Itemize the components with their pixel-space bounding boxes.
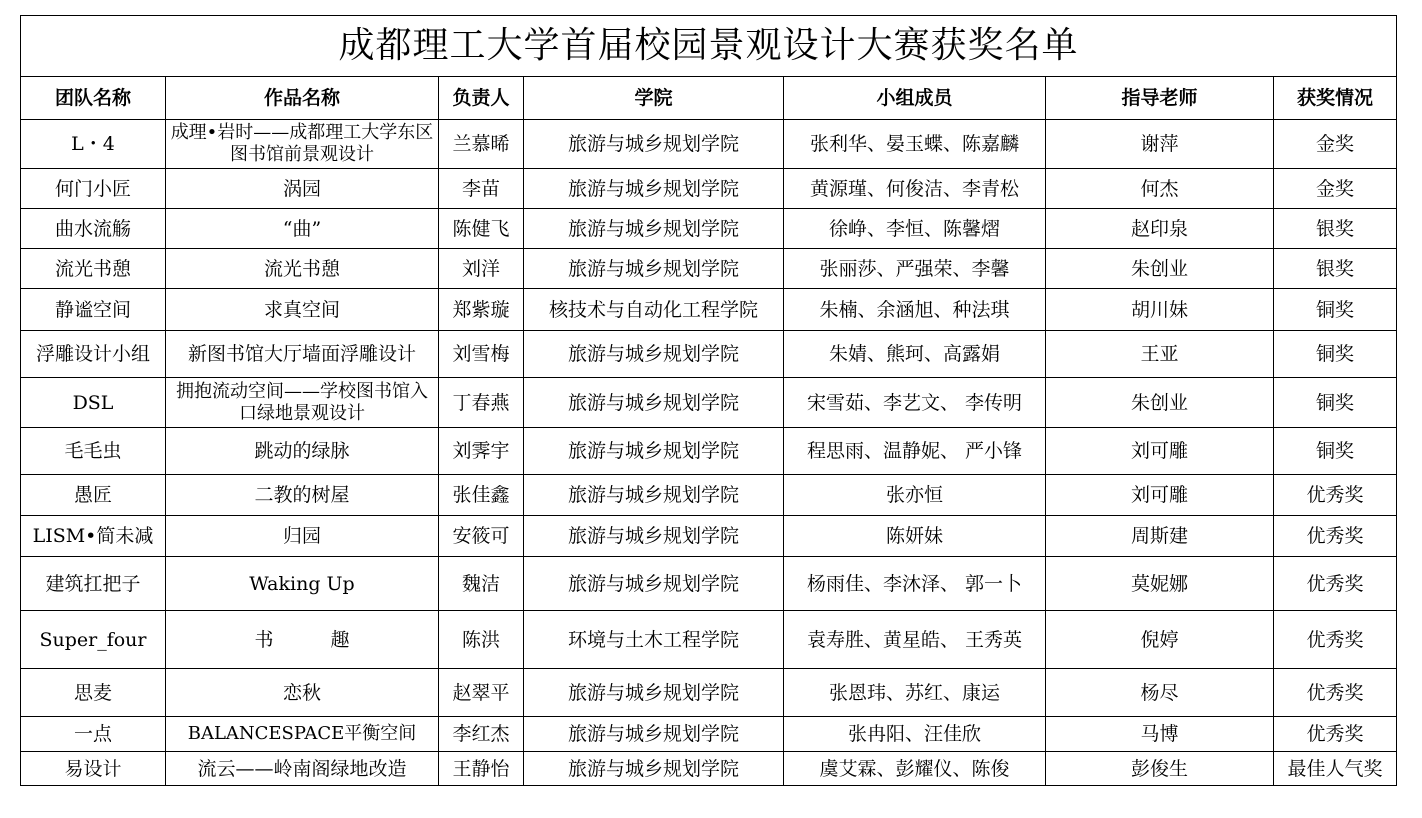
cell-work: 归园 [166,516,439,557]
column-header-work: 作品名称 [166,77,439,120]
cell-work: 恋秋 [166,669,439,717]
table-row [21,249,1397,289]
cell-college: 旅游与城乡规划学院 [524,475,784,516]
cell-college: 旅游与城乡规划学院 [524,169,784,209]
cell-leader: 安筱可 [439,516,524,557]
cell-members: 袁寿胜、黄星皓、 王秀英 [784,611,1046,669]
table-row [21,331,1397,378]
cell-members: 朱婧、熊珂、高露娟 [784,331,1046,378]
cell-award: 银奖 [1274,249,1397,289]
cell-team: 何门小匠 [21,169,166,209]
cell-work: 求真空间 [166,289,439,331]
cell-advisor: 谢萍 [1046,120,1274,169]
cell-advisor: 刘可雕 [1046,475,1274,516]
cell-advisor: 马博 [1046,717,1274,752]
cell-advisor: 何杰 [1046,169,1274,209]
cell-work: 书 趣 [166,611,439,669]
cell-college: 旅游与城乡规划学院 [524,331,784,378]
cell-award: 优秀奖 [1274,516,1397,557]
cell-members: 朱楠、余涵旭、种法琪 [784,289,1046,331]
cell-award: 铜奖 [1274,428,1397,475]
cell-advisor: 倪婷 [1046,611,1274,669]
cell-award: 最佳人气奖 [1274,752,1397,786]
cell-advisor: 赵印泉 [1046,209,1274,249]
cell-team: 曲水流觞 [21,209,166,249]
award-list-table [20,15,1397,786]
cell-work: 跳动的绿脉 [166,428,439,475]
cell-team: 愚匠 [21,475,166,516]
column-header-members: 小组成员 [784,77,1046,120]
cell-team: 毛毛虫 [21,428,166,475]
cell-leader: 李苗 [439,169,524,209]
column-header-leader: 负责人 [439,77,524,120]
table-body [21,120,1397,786]
cell-members: 张恩玮、苏红、康运 [784,669,1046,717]
cell-work: 流云——岭南阁绿地改造 [166,752,439,786]
cell-leader: 郑紫璇 [439,289,524,331]
column-header-advisor: 指导老师 [1046,77,1274,120]
table-row [21,752,1397,786]
cell-leader: 兰慕晞 [439,120,524,169]
cell-leader: 丁春燕 [439,378,524,428]
cell-members: 张利华、晏玉蝶、陈嘉麟 [784,120,1046,169]
cell-work: 成理•岩时——成都理工大学东区图书馆前景观设计 [166,120,439,169]
table-row [21,169,1397,209]
table-row [21,378,1397,428]
column-header-college: 学院 [524,77,784,120]
cell-leader: 魏洁 [439,557,524,611]
cell-college: 旅游与城乡规划学院 [524,557,784,611]
table-row [21,289,1397,331]
cell-leader: 刘雪梅 [439,331,524,378]
cell-college: 旅游与城乡规划学院 [524,428,784,475]
cell-members: 宋雪茹、李艺文、 李传明 [784,378,1046,428]
table-row [21,516,1397,557]
cell-advisor: 莫妮娜 [1046,557,1274,611]
table-row [21,611,1397,669]
cell-team: DSL [21,378,166,428]
cell-award: 优秀奖 [1274,475,1397,516]
cell-college: 旅游与城乡规划学院 [524,752,784,786]
cell-work: Waking Up [166,557,439,611]
cell-members: 张丽莎、严强荣、李馨 [784,249,1046,289]
cell-advisor: 朱创业 [1046,249,1274,289]
cell-members: 陈妍妹 [784,516,1046,557]
cell-college: 旅游与城乡规划学院 [524,669,784,717]
cell-work: 新图书馆大厅墙面浮雕设计 [166,331,439,378]
table-row [21,557,1397,611]
table-row [21,475,1397,516]
cell-work: 拥抱流动空间——学校图书馆入口绿地景观设计 [166,378,439,428]
cell-members: 张冉阳、汪佳欣 [784,717,1046,752]
cell-college: 旅游与城乡规划学院 [524,249,784,289]
cell-award: 优秀奖 [1274,557,1397,611]
cell-members: 虞艾霖、彭耀仪、陈俊 [784,752,1046,786]
cell-leader: 李红杰 [439,717,524,752]
cell-advisor: 王亚 [1046,331,1274,378]
cell-team: Super_four [21,611,166,669]
cell-advisor: 朱创业 [1046,378,1274,428]
cell-advisor: 胡川妹 [1046,289,1274,331]
cell-college: 旅游与城乡规划学院 [524,209,784,249]
cell-leader: 刘霁宇 [439,428,524,475]
cell-work: 流光书憩 [166,249,439,289]
cell-leader: 王静怡 [439,752,524,786]
cell-team: L・4 [21,120,166,169]
cell-leader: 陈洪 [439,611,524,669]
cell-advisor: 刘可雕 [1046,428,1274,475]
header-row [21,77,1397,120]
cell-award: 金奖 [1274,120,1397,169]
column-header-award: 获奖情况 [1274,77,1397,120]
cell-advisor: 周斯建 [1046,516,1274,557]
cell-award: 优秀奖 [1274,669,1397,717]
cell-award: 银奖 [1274,209,1397,249]
cell-team: LISM•简未减 [21,516,166,557]
cell-leader: 张佳鑫 [439,475,524,516]
cell-college: 旅游与城乡规划学院 [524,378,784,428]
cell-work: 涡园 [166,169,439,209]
cell-award: 铜奖 [1274,378,1397,428]
cell-members: 程思雨、温静妮、 严小锋 [784,428,1046,475]
cell-award: 优秀奖 [1274,611,1397,669]
cell-college: 旅游与城乡规划学院 [524,516,784,557]
table-row [21,717,1397,752]
column-header-team: 团队名称 [21,77,166,120]
cell-advisor: 彭俊生 [1046,752,1274,786]
cell-work: 二教的树屋 [166,475,439,516]
cell-award: 优秀奖 [1274,717,1397,752]
cell-work: BALANCESPACE平衡空间 [166,717,439,752]
table-row [21,120,1397,169]
cell-members: 杨雨佳、李沐泽、 郭一卜 [784,557,1046,611]
cell-award: 铜奖 [1274,331,1397,378]
cell-work: “曲” [166,209,439,249]
cell-college: 旅游与城乡规划学院 [524,717,784,752]
table-row [21,428,1397,475]
cell-members: 张亦恒 [784,475,1046,516]
table-row [21,209,1397,249]
page-title: 成都理工大学首届校园景观设计大赛获奖名单 [21,16,1397,77]
cell-award: 金奖 [1274,169,1397,209]
cell-college: 旅游与城乡规划学院 [524,120,784,169]
cell-college: 环境与土木工程学院 [524,611,784,669]
cell-advisor: 杨尽 [1046,669,1274,717]
cell-team: 建筑扛把子 [21,557,166,611]
cell-members: 黄源瑾、何俊洁、李青松 [784,169,1046,209]
cell-team: 思麦 [21,669,166,717]
cell-team: 流光书憩 [21,249,166,289]
cell-award: 铜奖 [1274,289,1397,331]
cell-members: 徐峥、李恒、陈馨熠 [784,209,1046,249]
cell-team: 易设计 [21,752,166,786]
cell-leader: 刘洋 [439,249,524,289]
cell-team: 一点 [21,717,166,752]
table-row [21,669,1397,717]
cell-leader: 赵翠平 [439,669,524,717]
cell-leader: 陈健飞 [439,209,524,249]
cell-team: 浮雕设计小组 [21,331,166,378]
cell-college: 核技术与自动化工程学院 [524,289,784,331]
cell-team: 静谧空间 [21,289,166,331]
